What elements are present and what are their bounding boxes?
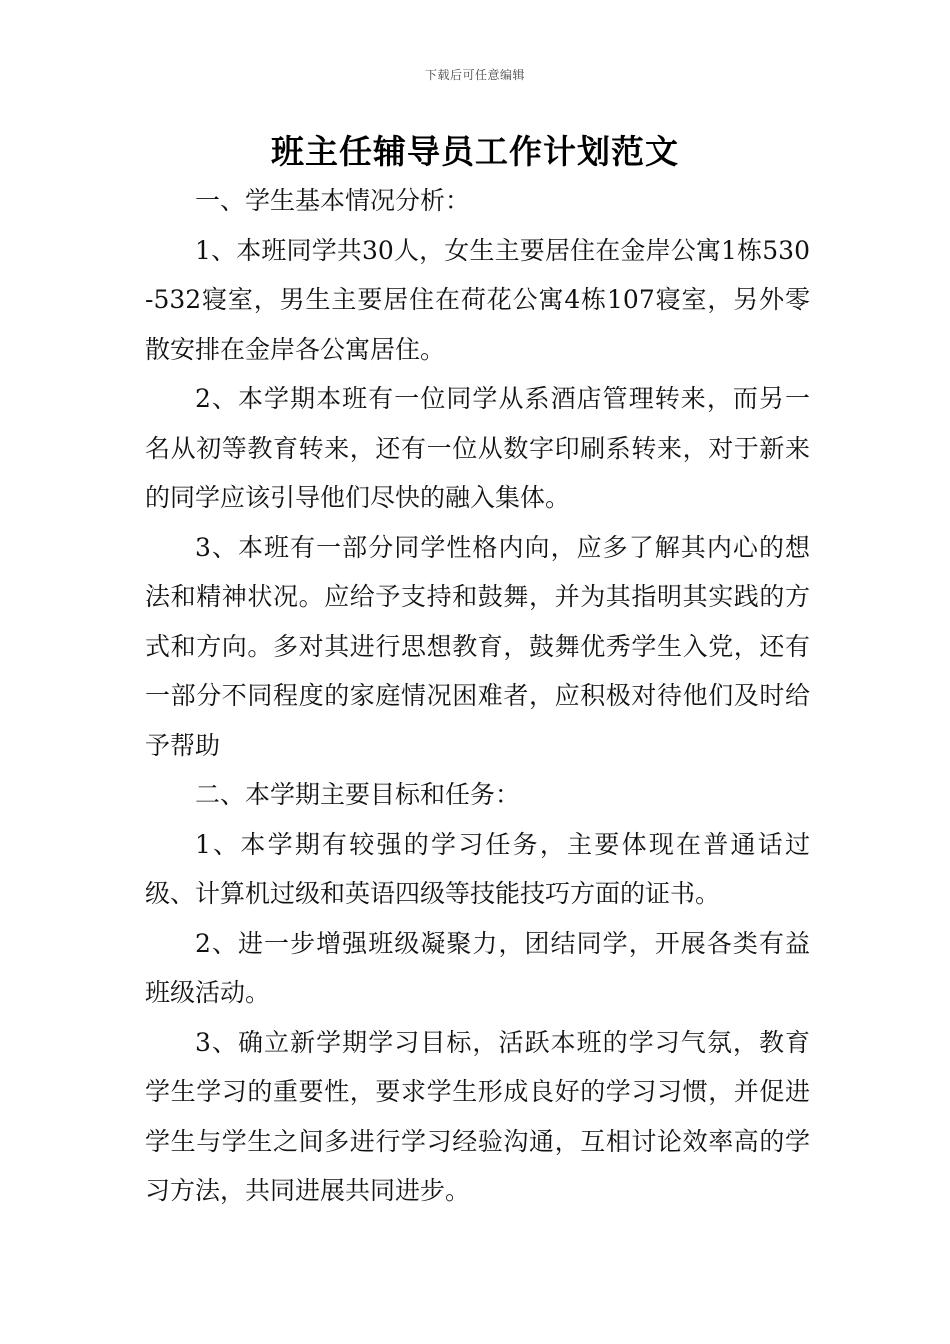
paragraph-class-cohesion: 2、进一步增强班级凝聚力，团结同学，开展各类有益班级活动。 xyxy=(145,928,810,1007)
paragraph-study-tasks: 1、本学期有较强的学习任务，主要体现在普通话过级、计算机过级和英语四级等技能技巧方面的证书。 xyxy=(145,829,810,908)
document-title: 班主任辅导员工作计划范文 xyxy=(271,132,679,171)
header-note: 下载后可任意编辑 xyxy=(424,68,525,82)
paragraph-class-size: 1、本班同学共30人，女生主要居住在金岸公寓1栋530-532寝室，男生主要居住在荷花公寓4栋107寝室，另外零散安排在金岸各公寓居住。 xyxy=(145,235,810,364)
paragraph-study-goals: 3、确立新学期学习目标，活跃本班的学习气氛，教育学生学习的重要性，要求学生形成良好的学习习惯，并促进学生与学生之间多进行学习经验沟通，互相讨论效率高的学习方法，共同进展共同进步。 xyxy=(145,1027,810,1205)
section-heading-student-analysis: 一、学生基本情况分析： xyxy=(195,186,471,215)
paragraph-transfer-students: 2、本学期本班有一位同学从系酒店管理转来，而另一名从初等教育转来，还有一位从数字印刷系转来，对于新来的同学应该引导他们尽快的融入集体。 xyxy=(145,384,810,512)
section-heading-goals: 二、本学期主要目标和任务： xyxy=(195,780,521,809)
document-body xyxy=(145,176,810,1216)
paragraph-introverted-students: 3、本班有一部分同学性格内向，应多了解其内心的想法和精神状况。应给予支持和鼓舞，并为其指明其实践的方式和方向。多对其进行思想教育，鼓舞优秀学生入党，还有一部分不同程度的家庭情况困难者，应积极对待他们及时给予帮助 xyxy=(145,532,810,760)
